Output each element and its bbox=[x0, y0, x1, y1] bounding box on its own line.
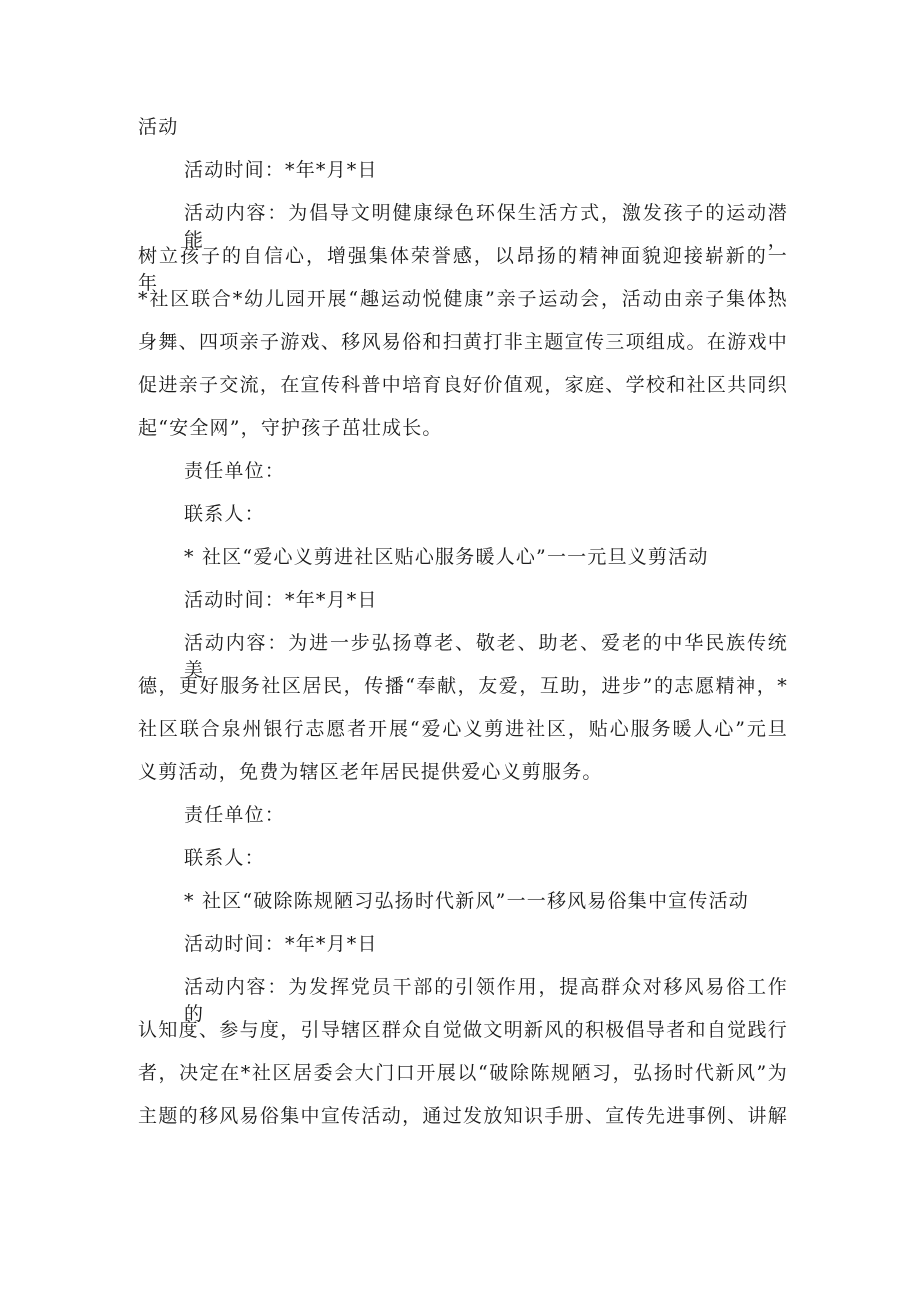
document-page bbox=[138, 114, 788, 1146]
text-line: 义剪活动，免费为辖区老年居民提供爱心义剪服务。 bbox=[138, 761, 603, 783]
text-line: 活动时间：*年*月*日 bbox=[184, 589, 378, 611]
text-line: 社区联合泉州银行志愿者开展“爱心义剪进社区，贴心服务暖人心”元旦 bbox=[138, 718, 788, 740]
text-line: 活动内容：为倡导文明健康绿色环保生活方式，激发孩子的运动潜能， bbox=[184, 202, 788, 251]
contact-label: 联系人： bbox=[184, 847, 265, 869]
contact-label: 联系人： bbox=[184, 503, 265, 525]
text-line: 促进亲子交流，在宣传科普中培育良好价值观，家庭、学校和社区共同织 bbox=[138, 374, 788, 396]
responsible-unit-label: 责任单位： bbox=[184, 804, 286, 826]
text-line: *社区联合*幼儿园开展“趣运动悦健康”亲子运动会，活动由亲子集体热 bbox=[138, 288, 788, 310]
text-line: 活动内容：为进一步弘扬尊老、敬老、助老、爱老的中华民族传统美 bbox=[184, 632, 788, 681]
text-line: 起“安全网”，守护孩子茁壮成长。 bbox=[138, 417, 443, 439]
activity-heading: * 社区“爱心义剪进社区贴心服务暖人心”一一元旦义剪活动 bbox=[184, 546, 709, 568]
text-line: 认知度、参与度，引导辖区群众自觉做文明新风的积极倡导者和自觉践行 bbox=[138, 1019, 788, 1041]
responsible-unit-label: 责任单位： bbox=[184, 460, 286, 482]
text-line: 德，更好服务社区居民，传播“奉献，友爱，互助，进步”的志愿精神，* bbox=[138, 675, 788, 697]
text-line: 者，决定在*社区居委会大门口开展以“破除陈规陋习，弘扬时代新风”为 bbox=[138, 1062, 788, 1084]
text-line: 主题的移风易俗集中宣传活动，通过发放知识手册、宣传先进事例、讲解 bbox=[138, 1105, 788, 1127]
text-line: 身舞、四项亲子游戏、移风易俗和扫黄打非主题宣传三项组成。在游戏中 bbox=[138, 331, 788, 353]
text-line: 活动时间：*年*月*日 bbox=[184, 933, 378, 955]
activity-heading: * 社区“破除陈规陋习弘扬时代新风”一一移风易俗集中宣传活动 bbox=[184, 890, 749, 912]
text-line: 活动内容：为发挥党员干部的引领作用，提高群众对移风易俗工作的 bbox=[184, 976, 788, 1025]
text-line: 树立孩子的自信心，增强集体荣誉感，以昂扬的精神面貌迎接崭新的一年， bbox=[138, 245, 788, 294]
text-line: 活动 bbox=[138, 116, 179, 138]
text-line: 活动时间：*年*月*日 bbox=[184, 159, 378, 181]
